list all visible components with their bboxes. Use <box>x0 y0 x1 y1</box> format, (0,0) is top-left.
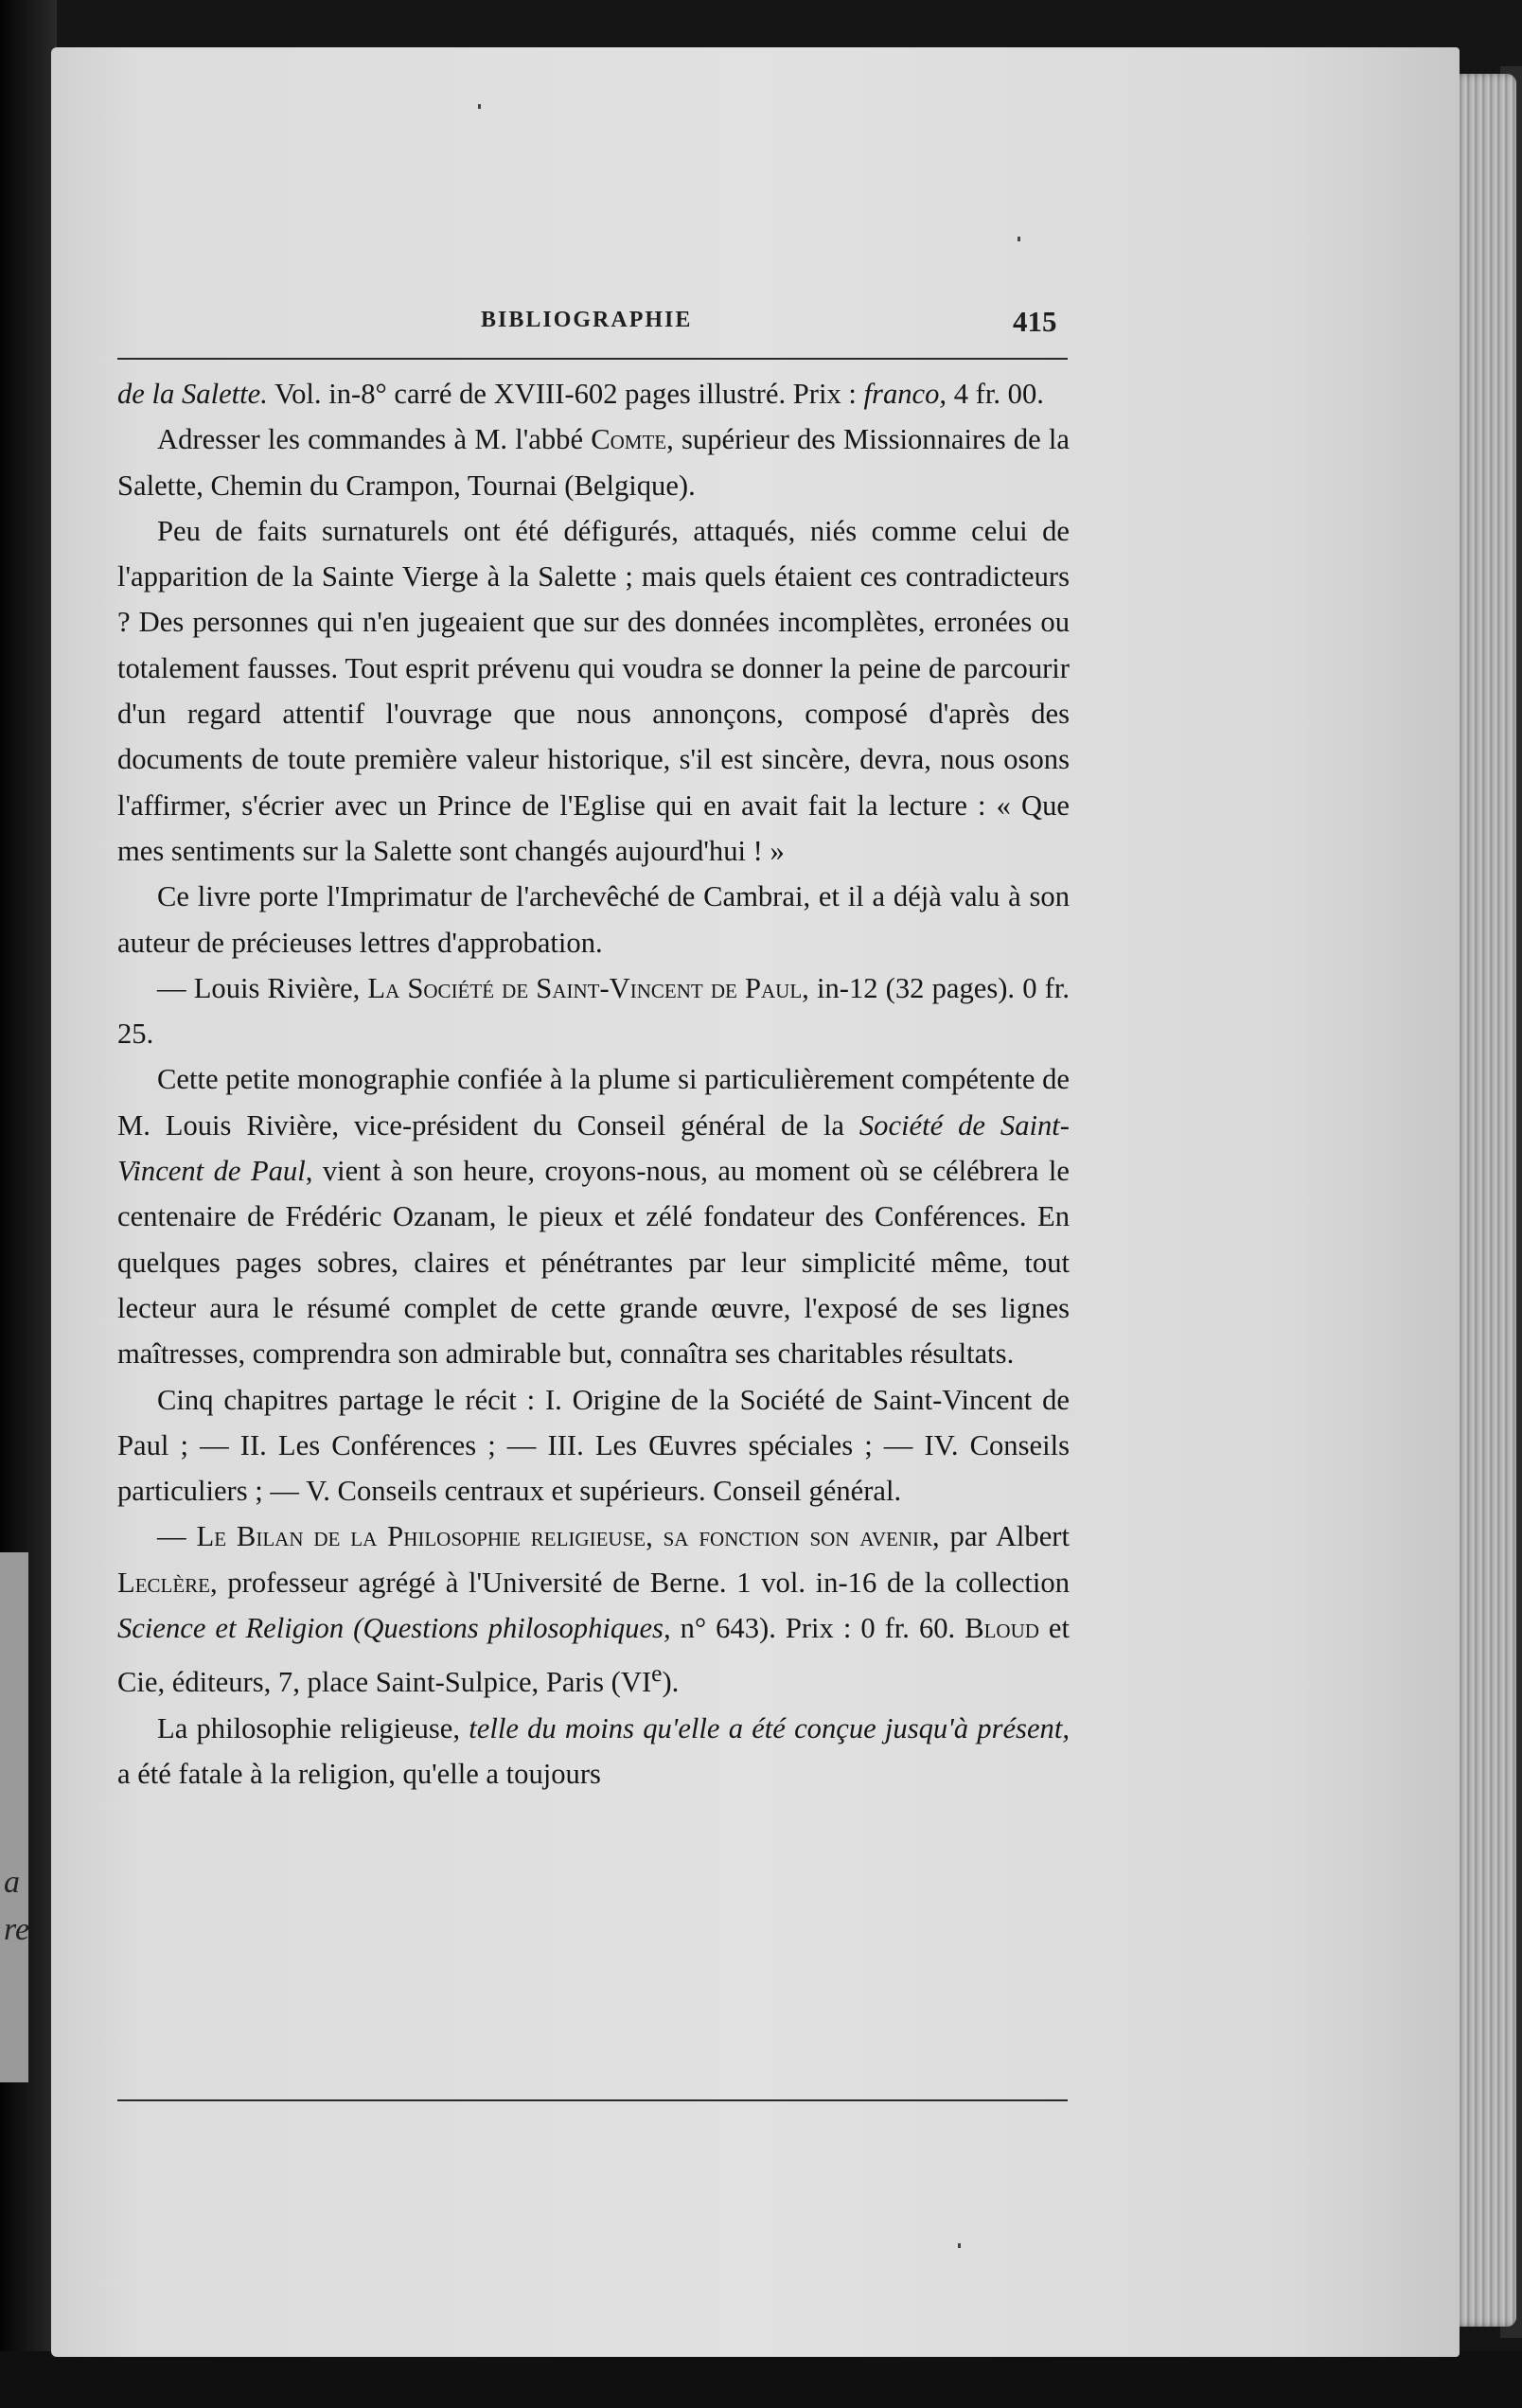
text-span: 4 fr. 00. <box>947 378 1044 410</box>
text-span: Cette petite monographie confiée à la plume si particulièrement compétente de M. Louis Rivière, vice-président du Conseil général de la <box>117 1063 1070 1142</box>
italic-span: Science et Religion (Questions philosophiques, <box>117 1612 671 1645</box>
paragraph-review-salette: Peu de faits surnaturels ont été défigurés, attaqués, niés comme celui de l'apparition de la Sainte Vierge à la Salette ; mais quels étaient ces contradicteurs ? Des personnes qui n'en jugeaient que sur des données incomplètes, erronées ou totalement fausses. Tout esprit prévenu qui voudra se donner la peine de parcourir d'un regard attentif l'ouvrage que nous annonçons, composé d'après des documents de toute première valeur historique, s'il est sincère, devra, nous osons l'affirmer, s'écrier avec un Prince de l'Eglise qui en avait fait la lecture : « Que mes sentiments sur la Salette sont changés aujourd'hui ! » <box>117 514 1070 867</box>
paragraph-orders <box>117 416 1070 508</box>
paragraph-review-leclere <box>117 1706 1070 1797</box>
entry-leclere <box>117 1514 1070 1705</box>
paragraph-salette-title <box>117 371 1070 416</box>
author-name: Leclère <box>117 1566 211 1599</box>
page-number: 415 <box>1013 305 1057 338</box>
text-span: ). <box>662 1666 680 1699</box>
text-span: La philosophie religieuse, <box>157 1711 469 1744</box>
scan-speck <box>1018 237 1020 241</box>
publisher-name: Bloud <box>965 1612 1039 1645</box>
text-span: , vient à son heure, croyons-nous, au moment où se célébrera le centenaire de Frédéric Ozanam, le pieux et zélé fondateur des Conférences. En quelques pages sobres, claires et pénétrantes par leur simplicité même, tout lecteur aura le résumé complet de cette grande œuvre, l'exposé de ses lignes maîtresses, comprendra son admirable but, connaîtra ses charitables résultats. <box>117 1155 1071 1371</box>
paragraph-review-riviere <box>117 1056 1070 1376</box>
text-span: Adresser les commandes à M. l'abbé <box>157 423 592 456</box>
text-span: a été fatale à la religion, qu'elle a toujours <box>117 1758 601 1791</box>
text-span: , par Albert <box>931 1520 1070 1553</box>
italic-span: Société de Saint-Vincent de Paul <box>117 1108 1070 1188</box>
text-span: , in-12 (32 pages). 0 fr. 25. <box>117 971 1070 1051</box>
roman-numeral: XVIII <box>493 378 565 410</box>
facing-page-fragment <box>0 1552 28 2082</box>
text-span: -602 pages illustré. Prix : <box>564 378 857 410</box>
text-span: , supérieur des Missionnaires de la Salette, Chemin du Crampon, Tournai (Belgique). <box>117 423 1070 502</box>
text-span: et Cie, éditeurs, 7, place Saint-Sulpice, Paris (VI <box>117 1612 1071 1699</box>
header-rule <box>117 358 1068 360</box>
scan-speck <box>478 104 481 109</box>
italic-span: telle du moins qu'elle a été conçue jusqu'à présent, <box>469 1711 1070 1744</box>
entry-riviere <box>117 965 1070 1057</box>
footer-rule <box>117 2099 1068 2101</box>
scan-bottom-edge <box>0 2351 1522 2408</box>
page-body <box>117 371 1070 1797</box>
text-span: , professeur agrégé à l'Université de Berne. 1 vol. in-16 de la collection <box>210 1566 1070 1599</box>
book-title: La Société de Saint-Vincent de Paul <box>367 971 803 1004</box>
scan-speck <box>958 2243 961 2248</box>
text-span: — <box>157 1520 197 1553</box>
paragraph-chapters: Cinq chapitres partage le récit : I. Origine de la Société de Saint-Vincent de Paul ; — II. Les Conférences ; — III. Les Œuvres spéciales ; — IV. Conseils particuliers ; — V. Conseils centraux et supérieurs. Conseil général. <box>117 1383 1070 1508</box>
book-title-end: de la Salette. <box>117 378 268 410</box>
superscript: e <box>651 1659 663 1688</box>
text-span: Vol. in-8° carré de <box>267 378 494 410</box>
book-title: Le Bilan de la Philosophie religieuse, sa fonction son avenir <box>196 1520 932 1553</box>
text-span: — Louis Rivière, <box>157 971 368 1004</box>
italic-span: franco, <box>863 378 947 410</box>
margin-fragment-a: a <box>4 1865 20 1900</box>
paragraph-imprimatur: Ce livre porte l'Imprimatur de l'archevêché de Cambrai, et il a déjà valu à son auteur de précieuses lettres d'approbation. <box>117 880 1070 959</box>
running-title: BIBLIOGRAPHIE <box>481 308 693 332</box>
margin-fragment-re: re <box>4 1912 30 1947</box>
text-span: n° 643). Prix : 0 fr. 60. <box>670 1612 965 1645</box>
author-name: Comte <box>591 423 667 456</box>
